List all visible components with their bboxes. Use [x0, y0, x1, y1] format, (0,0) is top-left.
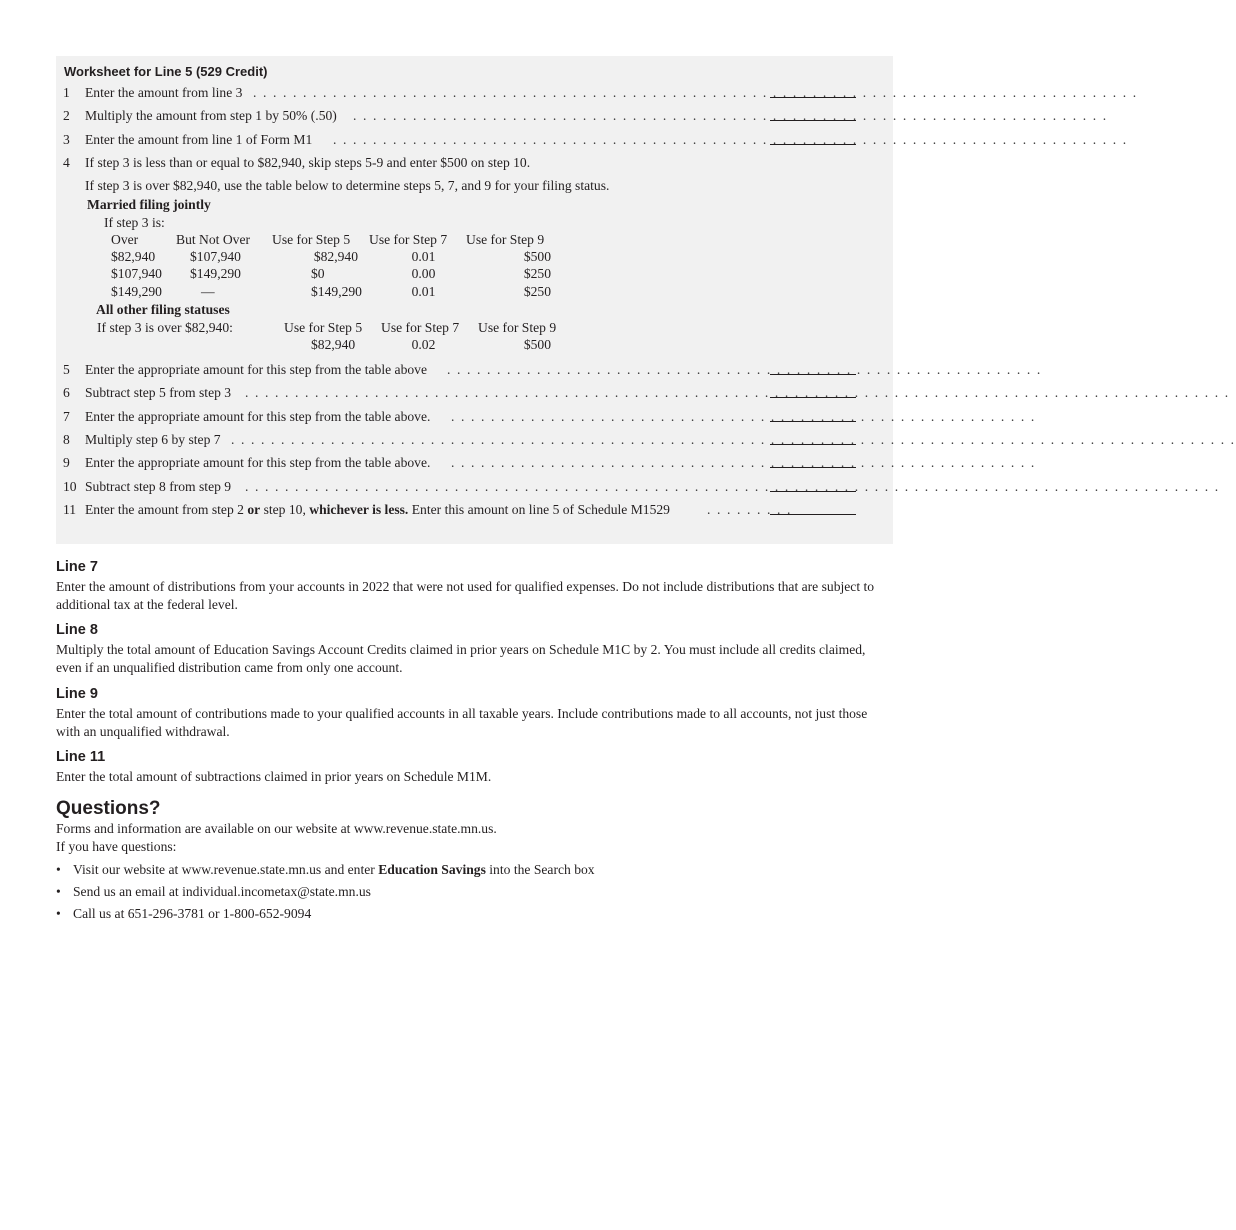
step-text: Enter the appropriate amount for this step from the table above: [85, 362, 427, 377]
step-number: 3: [63, 132, 70, 147]
answer-line[interactable]: [770, 144, 856, 145]
step-text: Multiply step 6 by step 7: [85, 432, 221, 447]
table-header: Use for Step 5: [284, 320, 363, 335]
worksheet-step-3: [56, 131, 1128, 149]
table-cell: 0.01: [411, 249, 436, 264]
table-cell: $250: [523, 284, 551, 299]
worksheet-step-7: [56, 408, 1036, 426]
table-cell: $82,940: [311, 337, 356, 352]
table-cell: $500: [523, 249, 551, 264]
table-header: Use for Step 9: [478, 320, 557, 335]
step-text: Enter the amount from step 2 or step 10, whichever is less. Enter this amount on line 5 of Schedule M1529: [85, 502, 670, 517]
table-cell: $107,940: [111, 266, 162, 281]
step-number: 8: [63, 432, 70, 447]
leader-dots: . . . . . . . . . . . . . . . . . . . . . . . . . . . . . . . . . . . . . . . . . . . . . . . . . . . . . . . . . . . . . . . . . . . . . . . . . . . . . . . . . . . . . . . . . . . . . . . . . . .: [245, 385, 1230, 400]
table-header: Use for Step 9: [466, 232, 545, 247]
answer-line[interactable]: [770, 374, 856, 375]
step-text: Enter the appropriate amount for this step from the table above.: [85, 409, 431, 424]
step-4-note: If step 3 is over $82,940, use the table below to determine steps 5, 7, and 9 for your filing status.: [85, 178, 610, 193]
table-cell: 0.02: [411, 337, 436, 352]
answer-line[interactable]: [770, 97, 856, 98]
section-body-line-11: Enter the total amount of subtractions claimed in prior years on Schedule M1M.: [56, 769, 492, 784]
questions-heading: Questions?: [56, 798, 161, 819]
leader-dots: . . . . . . . . . . . . . . . . . . . . . . . . . . . . . . . . . . . . . . . . . . . . . . . . . . . . . . . . . . . . . . . . . . . . . . . . . . . . . . . . . . . . . . . . . . . . . . . . . .: [245, 479, 1220, 494]
answer-line[interactable]: [770, 467, 856, 468]
table-cell: $0: [311, 266, 325, 281]
worksheet-step-1: [56, 84, 1138, 102]
step-text: If step 3 is less than or equal to $82,940, skip steps 5-9 and enter $500 on step 10.: [85, 155, 531, 170]
leader-dots: . . . . . . . . .: [707, 502, 792, 517]
bullet-icon: •: [56, 906, 61, 921]
questions-intro: Forms and information are available on our website at www.revenue.state.mn.us.: [56, 821, 497, 836]
table-cell: $107,940: [190, 249, 241, 264]
bullet-icon: •: [56, 862, 61, 877]
table-cell: 0.00: [411, 266, 436, 281]
list-item: • Send us an email at individual.incometax@state.mn.us: [56, 884, 371, 899]
step-number: 7: [63, 409, 70, 424]
table-cell: $149,290: [190, 266, 241, 281]
answer-line[interactable]: [770, 444, 856, 445]
leader-dots: . . . . . . . . . . . . . . . . . . . . . . . . . . . . . . . . . . . . . . . . . . . . . . . . . . . . . . . . . . .: [451, 409, 1036, 424]
married-heading: Married filing jointly: [87, 197, 211, 212]
worksheet-step-4: [56, 154, 893, 172]
table-header: Use for Step 7: [381, 320, 460, 335]
section-body-line-8: Multiply the total amount of Education Savings Account Credits claimed in prior years on Schedule M1C by 2. You must include all credits claimed, even if an unqualified distribution came from only one account.: [56, 642, 866, 675]
table-cell: —: [201, 284, 215, 299]
worksheet-title: Worksheet for Line 5 (529 Credit): [64, 64, 268, 79]
worksheet-step-6: [56, 384, 1230, 402]
leader-dots: . . . . . . . . . . . . . . . . . . . . . . . . . . . . . . . . . . . . . . . . . . . . . . . . . . . . . . . . . . . . . . . . . . . . . . . . . . . . . . . . . . . . . . . . . . . . . . . . . . . . .: [231, 432, 1236, 447]
worksheet-step-2: [56, 107, 1108, 125]
table-header: Over: [111, 232, 139, 247]
step-number: 5: [63, 362, 70, 377]
answer-line[interactable]: [770, 397, 856, 398]
answer-line[interactable]: [770, 421, 856, 422]
table-cell: 0.01: [411, 284, 436, 299]
table-cell: $149,290: [111, 284, 162, 299]
bullet-icon: •: [56, 884, 61, 899]
table-cell: $250: [523, 266, 551, 281]
step-number: 4: [63, 155, 70, 170]
section-heading-line-8: Line 8: [56, 622, 98, 638]
table-header: Use for Step 5: [272, 232, 351, 247]
answer-line[interactable]: [770, 491, 856, 492]
section-heading-line-11: Line 11: [56, 749, 106, 765]
answer-line[interactable]: [770, 120, 856, 121]
married-if-label: If step 3 is:: [104, 215, 165, 230]
section-body-line-7: Enter the amount of distributions from your accounts in 2022 that were not used for qualified expenses. Do not include distributions that are subject to additional tax at the federal level.: [56, 579, 875, 612]
worksheet-step-10: [56, 478, 1220, 496]
step-text: Enter the amount from line 3: [85, 85, 243, 100]
section-body-line-9: Enter the total amount of contributions made to your qualified accounts in all taxable years. Include contributions made to all accounts, not just those with an unqualified withdrawal.: [56, 706, 868, 739]
table-cell: $149,290: [311, 284, 362, 299]
table-cell: $82,940: [313, 249, 358, 264]
table-cell: $82,940: [111, 249, 156, 264]
step-number: 1: [63, 85, 70, 100]
step-number: 11: [63, 502, 77, 517]
answer-line[interactable]: [770, 514, 856, 515]
step-text: Subtract step 5 from step 3: [85, 385, 232, 400]
list-item: • Call us at 651-296-3781 or 1-800-652-9094: [56, 906, 312, 921]
step-number: 10: [63, 479, 77, 494]
leader-dots: . . . . . . . . . . . . . . . . . . . . . . . . . . . . . . . . . . . . . . . . . . . . . . . . . . . . . . . . . . . . . . . . . . . . . . . . . . . .: [353, 108, 1108, 123]
step-text: Enter the appropriate amount for this step from the table above.: [85, 455, 431, 470]
step-text: Enter the amount from line 1 of Form M1: [85, 132, 313, 147]
step-text: Subtract step 8 from step 9: [85, 479, 232, 494]
table-header: Use for Step 7: [369, 232, 448, 247]
other-heading: All other filing statuses: [96, 302, 230, 317]
step-number: 9: [63, 455, 70, 470]
worksheet-step-11: [56, 501, 893, 519]
worksheet-step-9: [56, 454, 1036, 472]
worksheet-box: [56, 56, 1236, 544]
questions-prompt: If you have questions:: [56, 839, 177, 854]
section-heading-line-9: Line 9: [56, 686, 98, 702]
table-header: But Not Over: [176, 232, 251, 247]
leader-dots: . . . . . . . . . . . . . . . . . . . . . . . . . . . . . . . . . . . . . . . . . . . . . . . . . . . . . . . . . . .: [451, 455, 1036, 470]
worksheet-step-8: [56, 431, 1236, 449]
other-if-label: If step 3 is over $82,940:: [97, 320, 233, 335]
step-number: 2: [63, 108, 70, 123]
table-cell: $500: [523, 337, 551, 352]
step-number: 6: [63, 385, 70, 400]
step-text: Multiply the amount from step 1 by 50% (.50): [85, 108, 337, 123]
leader-dots: . . . . . . . . . . . . . . . . . . . . . . . . . . . . . . . . . . . . . . . . . . . . . . . . . . . . . . . . . . . . . . . . . . . . . . . . . . . . . . . .: [333, 132, 1128, 147]
worksheet-step-5: [56, 361, 1042, 379]
section-heading-line-7: Line 7: [56, 559, 98, 575]
list-item: • Visit our website at www.revenue.state.mn.us and enter Education Savings into the Search box: [56, 862, 595, 877]
leader-dots: . . . . . . . . . . . . . . . . . . . . . . . . . . . . . . . . . . . . . . . . . . . . . . . . . . . . . . . . . . . . . . . . . . . . . . . . . . . . . . . . . . . . . . . . .: [253, 85, 1138, 100]
leader-dots: . . . . . . . . . . . . . . . . . . . . . . . . . . . . . . . . . . . . . . . . . . . . . . . . . . . . . . . . . . . .: [447, 362, 1042, 377]
